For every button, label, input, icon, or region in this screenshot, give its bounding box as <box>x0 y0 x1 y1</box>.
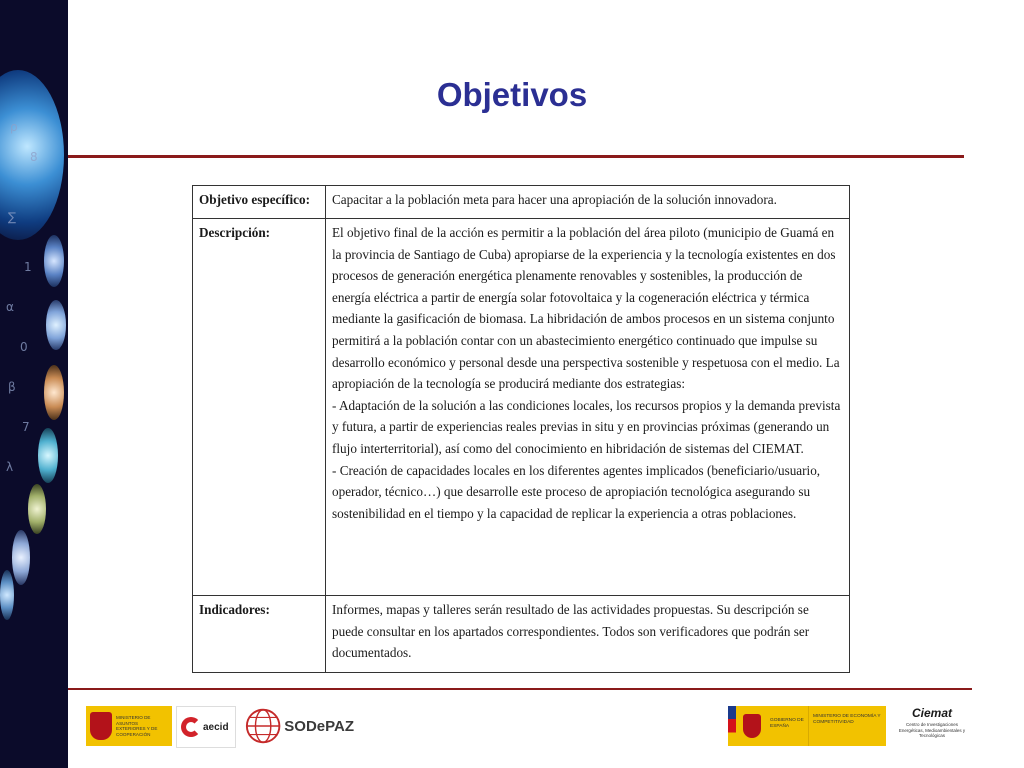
sodepaz-logo <box>244 704 354 748</box>
bubble-image <box>44 235 64 287</box>
row-content <box>326 219 850 596</box>
coat-of-arms-icon <box>90 712 112 740</box>
bubble-image <box>44 365 64 420</box>
ministerio-economia-text: MINISTERIO DE ECONOMÍA Y COMPETITIVIDAD <box>808 706 886 746</box>
aecid-text: aecid <box>203 721 229 733</box>
decorative-side-band: ρ 8 ∑ 1 α 0 β 7 λ <box>0 0 68 768</box>
row-content <box>326 186 850 219</box>
bubble-image <box>46 300 66 350</box>
row-text: El objetivo final de la acción es permitir a la población del área piloto (municipio de Guamá en la provincia de Santiago de Cuba) apropiarse de la experiencia y la tecnología existentes en dos procesos de generación energética plenamente renovables y sostenibles, la producción de energía eléctrica a partir de energía solar fotovoltaica y la cogeneración eléctrica y térmica mediante la gasificación de biomasa. La hibridación de ambos procesos en un sistema conjunto permitirá a la población contar con un abastecimiento energético continuado que impulse su desarrollo económico y personal desde una perspectiva sostenible y respetuosa con el medio. La apropiación de la tecnología se producirá mediante dos estrategias: <box>332 225 840 392</box>
objectives-table <box>192 185 850 673</box>
ciemat-subtitle: Centro de Investigaciones Energéticas, Medioambientales y Tecnológicas <box>898 722 966 738</box>
bubble-image <box>38 428 58 483</box>
ministerio-exteriores-logo <box>86 706 172 746</box>
table-row <box>193 186 850 219</box>
footer-logos <box>68 700 1024 752</box>
eu-flag-icon <box>728 706 736 746</box>
gobierno-espana-logo <box>728 706 886 746</box>
bubble-image <box>12 530 30 585</box>
row-content <box>326 596 850 673</box>
row-label: Objetivo específico: <box>193 186 326 219</box>
table-row <box>193 219 850 596</box>
row-label: Descripción: <box>193 219 326 596</box>
slide-title: Objetivos <box>436 76 588 113</box>
row-text: - Adaptación de la solución a las condiciones locales, los recursos propios y la demanda prevista y futura, a partir de experiencias reales previas in situ y en provincias próximas (generando un flujo interterritorial), así como del conocimiento en hibridación de sistemas del CIEMAT. <box>332 397 841 456</box>
footer-divider <box>68 688 972 690</box>
sodepaz-text: SODePAZ <box>284 717 354 735</box>
row-text: - Creación de capacidades locales en los diferentes agentes implicados (beneficiario/usuario, operador, técnico…) que desarrolle este proceso de apropiación tecnológica asegurando su sostenibilidad en el tiempo y la capacidad de replicar la experiencia a otras poblaciones. <box>332 462 821 521</box>
row-text: Informes, mapas y talleres serán resultado de las actividades propuestas. Su descripción se puede consultar en los apartados correspondientes. Todos son verificadores que podrán ser documentados. <box>332 602 810 661</box>
gobierno-text: GOBIERNO DE ESPAÑA <box>768 706 808 746</box>
bubble-image <box>28 484 46 534</box>
aecid-logo <box>176 706 236 748</box>
bubble-image <box>0 570 14 620</box>
table-row <box>193 596 850 673</box>
ministerio-exteriores-text: MINISTERIO DE ASUNTOS EXTERIORES Y DE COOPERACIÓN <box>116 715 158 737</box>
row-text: Capacitar a la población meta para hacer una apropiación de la solución innovadora. <box>332 192 777 207</box>
globe-icon <box>244 706 282 746</box>
row-label: Indicadores: <box>193 596 326 673</box>
coat-of-arms-icon <box>736 706 768 746</box>
ciemat-logo <box>894 706 970 746</box>
ciemat-wordmark: Ciemat <box>911 706 952 720</box>
title-divider <box>68 155 964 158</box>
aecid-c-icon <box>181 717 201 737</box>
